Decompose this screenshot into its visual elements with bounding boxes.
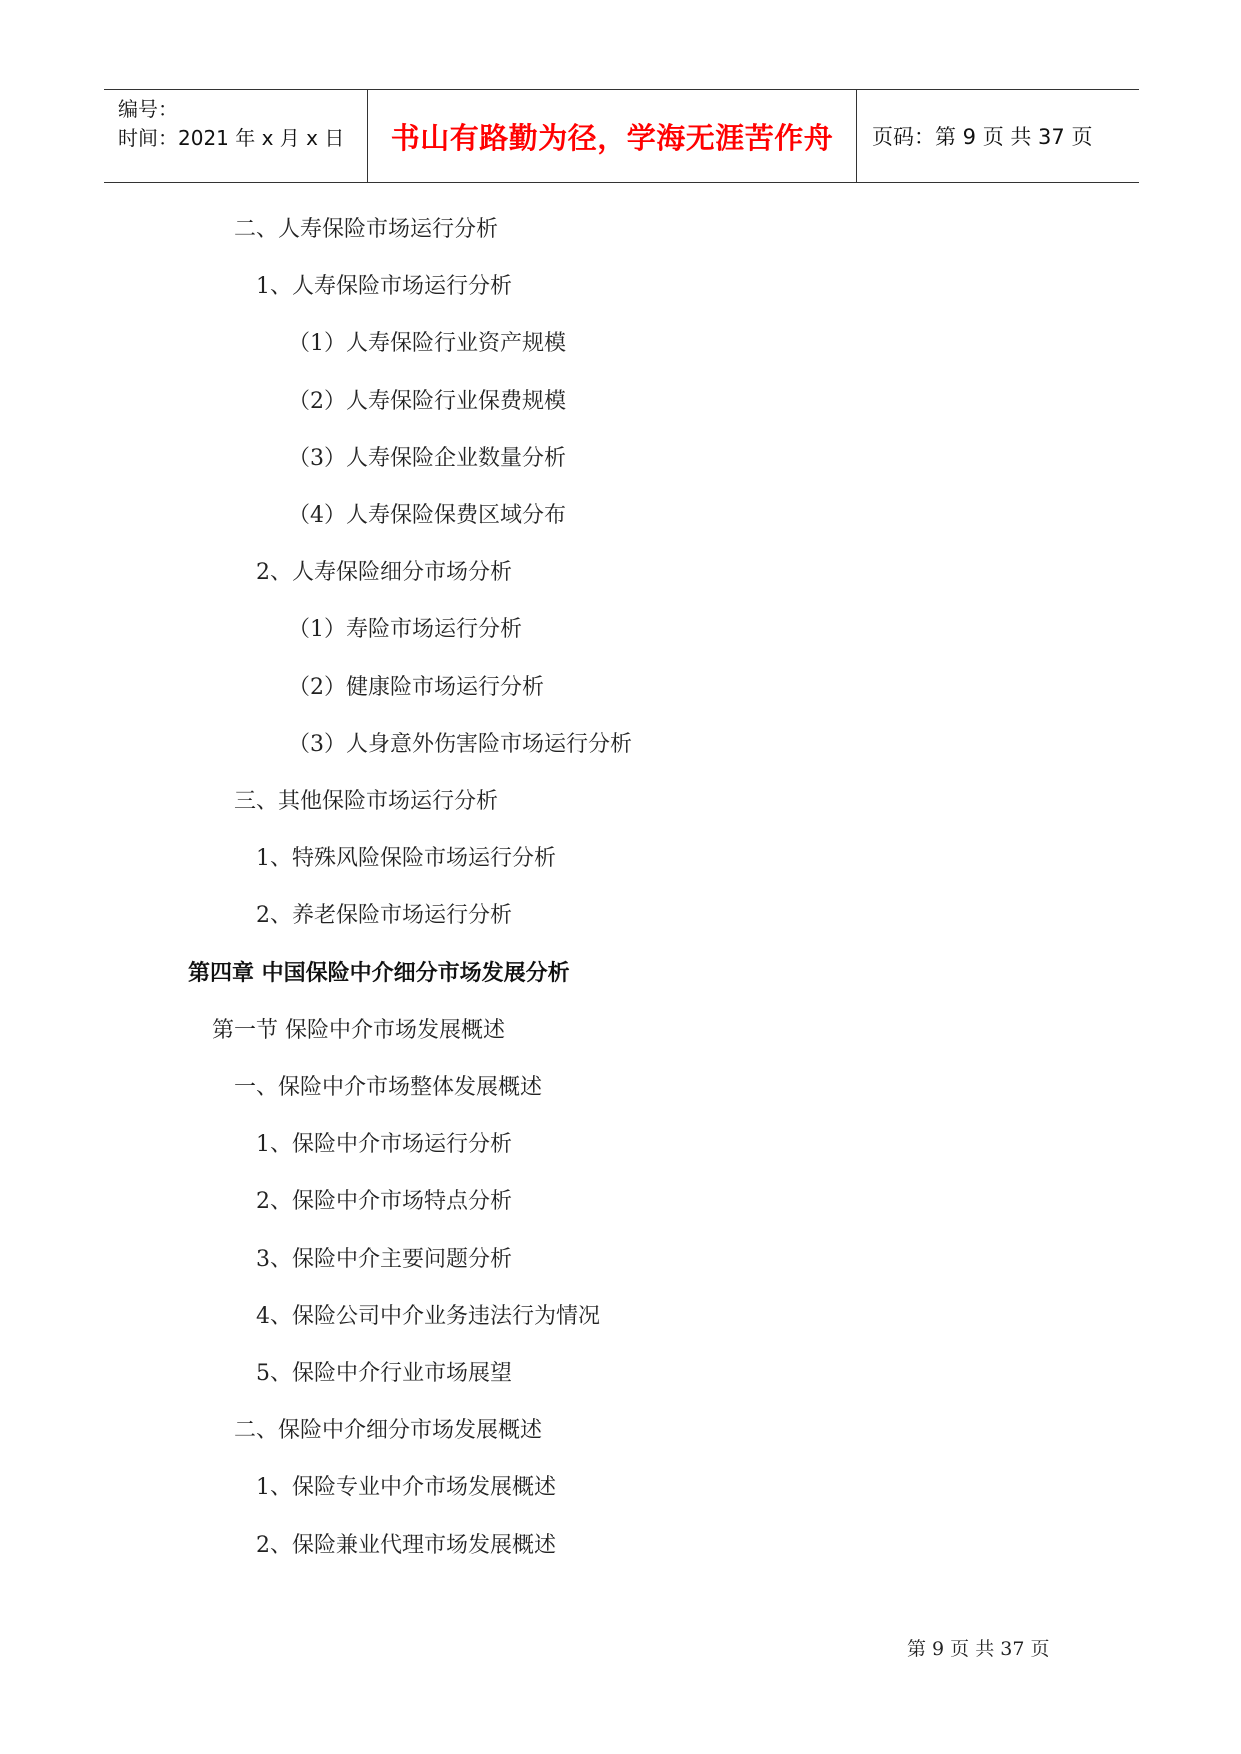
toc-line-item: 2、人寿保险细分市场分析 (256, 560, 512, 585)
toc-line-section: 一、保险中介市场整体发展概述 (234, 1075, 543, 1100)
toc-line-subitem: （1）人寿保险行业资产规模 (288, 331, 566, 356)
toc-line-item: 1、保险中介市场运行分析 (256, 1132, 512, 1157)
toc-line-subitem: （2）人寿保险行业保费规模 (288, 389, 566, 414)
toc-line-item: 1、保险专业中介市场发展概述 (256, 1475, 556, 1500)
toc-line-subitem: （3）人寿保险企业数量分析 (288, 446, 566, 471)
toc-line-subitem: （1）寿险市场运行分析 (288, 617, 522, 642)
toc-line-item: 2、保险中介市场特点分析 (256, 1189, 512, 1214)
toc-line-section: 三、其他保险市场运行分析 (234, 789, 499, 814)
toc-line-item: 3、保险中介主要问题分析 (256, 1247, 512, 1272)
toc-line-item: 4、保险公司中介业务违法行为情况 (256, 1304, 600, 1329)
toc-line-item: 1、人寿保险市场运行分析 (256, 274, 512, 299)
toc-line-subitem: （2）健康险市场运行分析 (288, 675, 544, 700)
header-page-info: 页码：第 9 页 共 37 页 (872, 125, 1093, 149)
toc-line-node: 第一节 保险中介市场发展概述 (212, 1018, 505, 1043)
header-meta (118, 95, 344, 153)
header-divider-right (856, 90, 857, 182)
page-footer: 第 9 页 共 37 页 (907, 1638, 1050, 1660)
toc-line-subitem: （3）人身意外伤害险市场运行分析 (288, 732, 632, 757)
document-time-label: 时间：2021 年 x 月 x 日 (118, 126, 345, 150)
toc-line-section: 二、人寿保险市场运行分析 (234, 217, 499, 242)
toc-line-item: 2、保险兼业代理市场发展概述 (256, 1533, 556, 1558)
header-divider-left (367, 90, 368, 182)
toc-line-item: 1、特殊风险保险市场运行分析 (256, 846, 556, 871)
toc-line-chapter: 第四章 中国保险中介细分市场发展分析 (188, 961, 570, 986)
header-table (104, 89, 1139, 183)
toc-line-item: 2、养老保险市场运行分析 (256, 903, 512, 928)
document-number-label: 编号： (118, 97, 178, 121)
toc-line-subitem: （4）人寿保险保费区域分布 (288, 503, 566, 528)
toc-line-item: 5、保险中介行业市场展望 (256, 1361, 512, 1386)
header-motto: 书山有路勤为径，学海无涯苦作舟 (390, 120, 834, 155)
toc-line-section: 二、保险中介细分市场发展概述 (234, 1418, 543, 1443)
